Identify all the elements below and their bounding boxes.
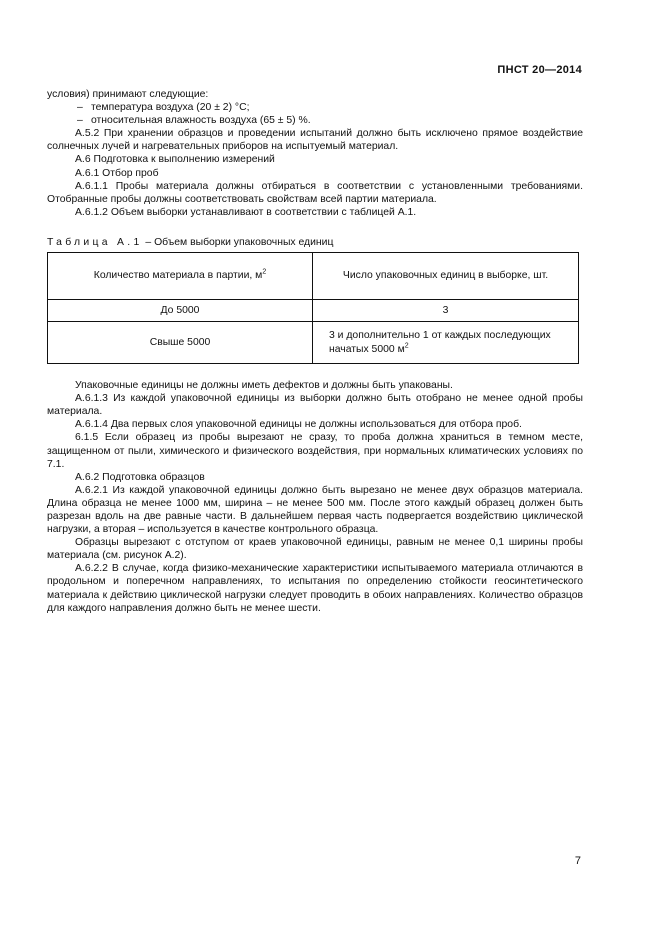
list-item-text: температура воздуха (20 ± 2) °С;: [91, 102, 250, 114]
table-header-cell: Число упаковочных единиц в выборке, шт.: [313, 253, 579, 300]
section-heading-a-6-1: А.6.1 Отбор проб: [75, 167, 159, 179]
table-cell: Свыше 5000: [48, 322, 313, 364]
table-caption-label: Таблица А.1: [47, 236, 143, 248]
list-dash: –: [77, 115, 83, 127]
document-header: ПНСТ 20—2014: [497, 64, 582, 76]
list-item: [47, 101, 583, 114]
table-caption: [47, 236, 583, 249]
list-dash: –: [77, 102, 83, 114]
page-number: 7: [574, 855, 581, 867]
list-item: [47, 114, 583, 127]
paragraph-a-6-1-3: А.6.1.3 Из каждой упаковочной единицы из выборки должно быть отобрано не менее одной пробы материала.: [47, 393, 583, 418]
intro-line: условия) принимают следующие:: [47, 89, 209, 100]
table-header-row: [48, 253, 579, 300]
section-heading-a-6: А.6 Подготовка к выполнению измерений: [75, 154, 275, 166]
list-item-text: относительная влажность воздуха (65 ± 5) %.: [91, 115, 311, 127]
table-cell: 3: [313, 300, 579, 322]
paragraph-a-6-2-2: А.6.2.2 В случае, когда физико-механические характеристики испытываемого материала отличаются в продольном и поперечном направлениях, то испытания по определению стойкости геосинтетического материала к действию циклической нагрузки следует проводить в обоих направлениях. Количество образцов для каждого направления должно быть не менее шести.: [47, 563, 583, 614]
table-header-cell: Количество материала в партии, $м^2$: [48, 253, 313, 300]
paragraph-samples-offset: Образцы вырезают с отступом от краев упаковочной единицы, равным не менее 0,1 ширины пробы материала (см. рисунок А.2).: [47, 537, 583, 562]
paragraph-a-5-2: А.5.2 При хранении образцов и проведении испытаний должно быть исключено прямое воздействие солнечных лучей и нагревательных приборов на испытуемый материал.: [47, 128, 583, 153]
paragraph-a-6-1-4: А.6.1.4 Два первых слоя упаковочной единицы не должны использоваться для отбора проб.: [75, 419, 522, 431]
document-body: [47, 88, 583, 615]
table-cell: 3 и дополнительно 1 от каждых последующих начатых 5000 $м^2$: [313, 322, 579, 364]
sample-size-table: [47, 252, 579, 364]
paragraph-a-6-1-1: А.6.1.1 Пробы материала должны отбираться в соответствии с установленными требованиями. Отобранные пробы должны соответствовать свойствам всей партии материала.: [47, 180, 583, 205]
table-cell: До 5000: [48, 300, 313, 322]
section-heading-a-6-2: А.6.2 Подготовка образцов: [75, 471, 205, 483]
paragraph-a-6-2-1: А.6.2.1 Из каждой упаковочной единицы должно быть вырезано не менее двух образцов материала. Длина образца не менее 1000 мм, ширина – не менее 500 мм. После этого каждый образец должен быть разрезан вдоль на две равные части. В дальнейшем первая часть подвергается воздействию циклической нагрузки, а вторая – используется в качестве контрольного образца.: [47, 484, 583, 536]
paragraph-a-6-1-2: А.6.1.2 Объем выборки устанавливают в соответствии с таблицей А.1.: [75, 206, 417, 218]
table-caption-text: – Объем выборки упаковочных единиц: [142, 236, 334, 248]
paragraph-6-1-5: 6.1.5 Если образец из пробы вырезают не сразу, то проба должна храниться в темном месте, защищенном от пыли, химического и физического воздействия, при нормальных климатических условиях по 7.1.: [47, 432, 583, 470]
table-row: [48, 300, 579, 322]
table-row: [48, 322, 579, 364]
paragraph-packaging: Упаковочные единицы не должны иметь дефектов и должны быть упакованы.: [75, 380, 453, 392]
